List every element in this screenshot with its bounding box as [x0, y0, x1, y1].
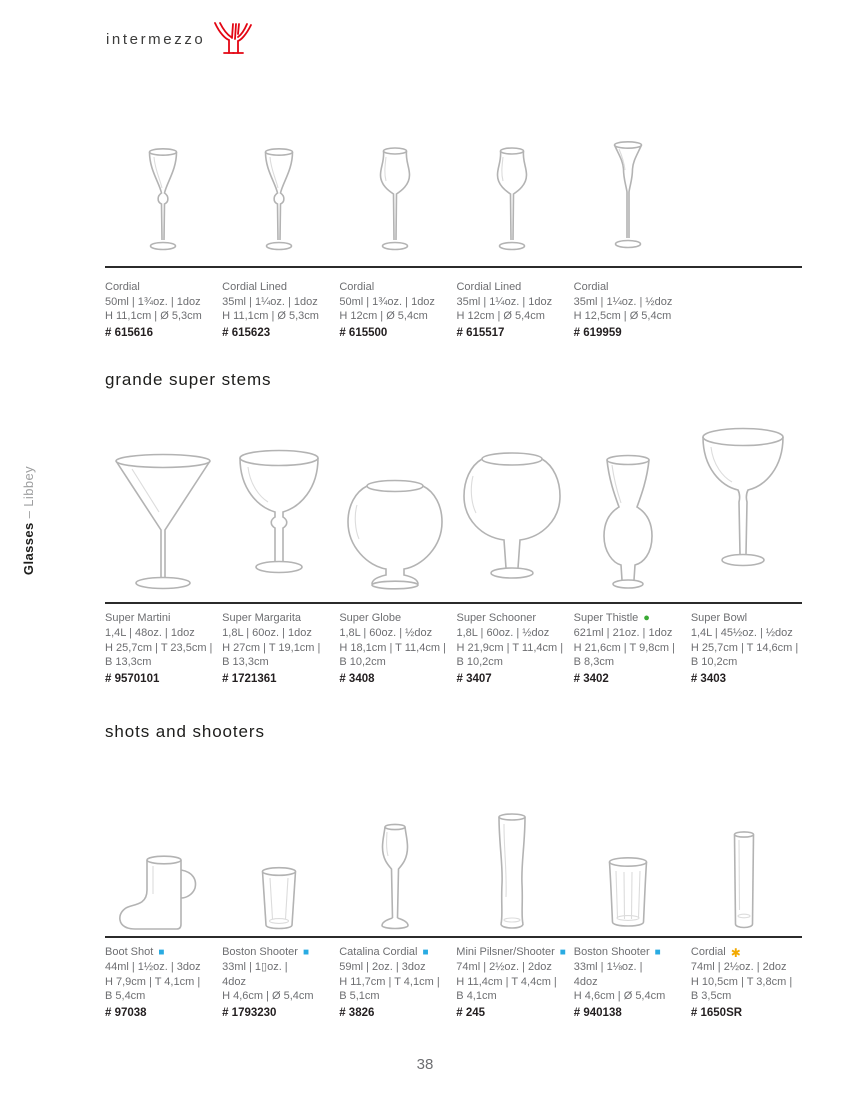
- product-spec: B 4,1cm: [456, 990, 497, 1003]
- product-spec: B 3,5cm: [690, 990, 732, 1003]
- product-spec: H 4,6cm | Ø 5,4cm: [573, 990, 666, 1003]
- product-item-number: # 615623: [222, 326, 271, 339]
- glass-image-super-margarita: [232, 445, 327, 600]
- product-name: Super Schooner: [456, 612, 536, 625]
- blue-square-badge: ■: [302, 946, 309, 958]
- product-item-number: # 97038: [105, 1006, 147, 1019]
- product-spec: H 21,6cm | T 9,8cm |: [573, 641, 675, 654]
- product-name: Boot Shot: [105, 946, 154, 959]
- product-spec: H 12cm | Ø 5,4cm: [339, 310, 428, 323]
- glass-image-cordial-tulip: [596, 140, 660, 266]
- product-spec: H 12,5cm | Ø 5,4cm: [573, 310, 672, 323]
- glass-image-tall-shot: [726, 830, 762, 934]
- product-image: [131, 146, 195, 266]
- glass-image-cordial-bulge: [363, 144, 427, 266]
- product-info-row: [105, 611, 802, 686]
- product-spec: 621ml | 21oz. | 1doz: [573, 626, 673, 639]
- product-image: [480, 144, 544, 266]
- product-spec: H 25,7cm | T 14,6cm |: [690, 641, 799, 654]
- product-image: [596, 140, 660, 266]
- glass-image-cordial-lined: [247, 146, 311, 266]
- product-spec: 1,8L | 60oz. | 1doz: [222, 626, 312, 639]
- product-spec: 4doz: [573, 975, 598, 988]
- product-name: Cordial: [573, 281, 609, 293]
- product-name: Cordial: [690, 946, 726, 959]
- product-image: [345, 475, 445, 600]
- product-name: Cordial: [339, 281, 375, 293]
- product-spec: B 10,2cm: [456, 656, 503, 669]
- product-name: Super Martini: [105, 612, 171, 625]
- sidebar-category: Glasses: [21, 522, 36, 576]
- section-grande-super-stems: [105, 370, 802, 686]
- product-card: [222, 611, 333, 686]
- product-spec: 35ml | 1¼oz. | 1doz: [222, 295, 318, 308]
- product-card: [105, 280, 216, 340]
- product-spec: H 11,1cm | Ø 5,3cm: [222, 310, 319, 323]
- product-item-number: # 619959: [573, 326, 622, 339]
- product-spec: B 8,3cm: [573, 656, 615, 669]
- product-item-number: # 3403: [690, 672, 727, 685]
- product-image: [488, 812, 536, 934]
- product-item-number: # 1793230: [222, 1006, 277, 1019]
- product-card: [456, 280, 567, 340]
- product-spec: B 10,2cm: [690, 656, 738, 669]
- product-card: [339, 611, 450, 686]
- blue-square-badge: ■: [422, 946, 429, 958]
- product-spec: H 10,5cm | T 3,8cm |: [690, 975, 793, 988]
- glass-image-cordial-bulge-lined: [480, 144, 544, 266]
- product-item-number: # 3826: [339, 1006, 375, 1019]
- product-card: [456, 611, 567, 686]
- product-image: [369, 822, 421, 934]
- blue-square-badge: ■: [158, 946, 165, 958]
- product-image: [108, 450, 218, 600]
- product-info-row: [105, 280, 802, 340]
- product-spec: 1,8L | 60oz. | ½doz: [456, 626, 550, 639]
- product-card: [691, 611, 802, 686]
- product-image: [363, 144, 427, 266]
- product-image: [252, 866, 306, 934]
- product-card: [456, 945, 567, 1020]
- product-spec: 35ml | 1¼oz. | ½doz: [573, 295, 673, 308]
- blue-square-badge: ■: [654, 946, 661, 958]
- product-item-number: # 1721361: [222, 672, 277, 685]
- sidebar-category-label: [21, 466, 36, 575]
- product-spec: 44ml | 1½oz. | 3doz: [105, 960, 201, 973]
- product-item-number: # 3408: [339, 672, 375, 685]
- product-card: [222, 280, 333, 340]
- image-row: [105, 140, 802, 268]
- product-item-number: # 3407: [456, 672, 492, 685]
- product-image: [726, 830, 762, 934]
- product-spec: 1,4L | 48oz. | 1doz: [105, 626, 195, 639]
- product-spec: 33ml | 1▯oz. |: [222, 960, 288, 973]
- product-card: [574, 280, 685, 340]
- page-number: 38: [416, 1056, 434, 1073]
- product-name: Boston Shooter: [573, 946, 650, 959]
- glass-image-boot-shot: [117, 854, 209, 934]
- product-spec: B 13,3cm: [222, 656, 269, 669]
- product-spec: 1,4L | 45½oz. | ½doz: [690, 626, 793, 639]
- image-row: [105, 788, 802, 938]
- product-spec: H 7,9cm | T 4,1cm |: [105, 975, 201, 988]
- product-spec: H 11,1cm | Ø 5,3cm: [105, 310, 202, 323]
- product-image: [593, 452, 663, 600]
- product-item-number: # 615517: [456, 326, 505, 339]
- product-image: [232, 445, 327, 600]
- product-image: [599, 856, 657, 934]
- glass-image-super-globe: [345, 475, 445, 600]
- product-image: [117, 854, 209, 934]
- catalog-content: [105, 0, 802, 1020]
- product-item-number: # 1650SR: [690, 1006, 743, 1019]
- product-item-number: # 615616: [105, 326, 153, 339]
- product-spec: H 12cm | Ø 5,4cm: [456, 310, 545, 323]
- product-card: [574, 611, 685, 686]
- product-card: [574, 945, 685, 1020]
- product-card: [339, 280, 450, 340]
- glass-image-boston-shooter: [252, 866, 306, 934]
- glass-image-super-martini: [108, 450, 218, 600]
- green-dot-badge: ●: [643, 612, 650, 625]
- product-spec: 74ml | 2½oz. | 2doz: [456, 960, 552, 973]
- product-spec: B 10,2cm: [339, 656, 386, 669]
- product-name: Cordial Lined: [456, 281, 522, 293]
- product-image: [462, 448, 562, 600]
- product-item-number: # 940138: [573, 1006, 622, 1019]
- product-info-row: [105, 945, 802, 1020]
- product-name: Super Margarita: [222, 612, 302, 625]
- glass-image-boston-shooter-faceted: [599, 856, 657, 934]
- section-title: grande super stems: [105, 370, 272, 390]
- product-image: [247, 146, 311, 266]
- product-spec: H 11,7cm | T 4,1cm |: [339, 975, 440, 988]
- product-name: Catalina Cordial: [339, 946, 418, 959]
- glass-image-super-thistle: [593, 452, 663, 600]
- product-spec: 1,8L | 60oz. | ½doz: [339, 626, 433, 639]
- product-spec: 4doz: [222, 975, 246, 988]
- product-card: [105, 611, 216, 686]
- product-name: Super Thistle: [573, 612, 639, 625]
- section-shots-and-shooters: [105, 722, 802, 1020]
- glass-image-catalina-cordial: [369, 822, 421, 934]
- glass-image-cordial-flared: [131, 146, 195, 266]
- product-name: Super Globe: [339, 612, 402, 625]
- sidebar-brand-suffix: – Libbey: [21, 466, 36, 523]
- product-card: [691, 945, 802, 1020]
- section-cordials: [105, 140, 802, 340]
- glass-image-super-schooner: [462, 448, 562, 600]
- product-spec: 50ml | 1¾oz. | 1doz: [105, 295, 201, 308]
- yellow-star-badge: ✱: [730, 945, 741, 960]
- product-spec: 59ml | 2oz. | 3doz: [339, 960, 426, 973]
- product-name: Mini Pilsner/Shooter: [456, 946, 555, 959]
- product-spec: 50ml | 1¾oz. | 1doz: [339, 295, 435, 308]
- product-spec: 33ml | 1⅛oz. |: [573, 960, 643, 973]
- product-spec: H 11,4cm | T 4,4cm |: [456, 975, 557, 988]
- brand-title: intermezzo: [106, 30, 206, 48]
- product-spec: 74ml | 2½oz. | 2doz: [690, 960, 787, 973]
- product-card: [105, 945, 216, 1020]
- product-spec: 35ml | 1¼oz. | 1doz: [456, 295, 553, 308]
- product-spec: H 25,7cm | T 23,5cm |: [105, 641, 213, 654]
- product-item-number: # 245: [456, 1006, 486, 1019]
- product-name: Cordial Lined: [222, 281, 287, 293]
- product-spec: H 18,1cm | T 11,4cm |: [339, 641, 446, 654]
- product-spec: H 27cm | T 19,1cm |: [222, 641, 321, 654]
- glass-image-mini-pilsner: [488, 812, 536, 934]
- product-item-number: # 615500: [339, 326, 388, 339]
- product-name: Boston Shooter: [222, 946, 298, 959]
- product-card: [222, 945, 333, 1020]
- section-title: shots and shooters: [105, 722, 265, 742]
- glass-image-super-bowl: [696, 422, 791, 600]
- image-row: [105, 406, 802, 604]
- product-name: Super Bowl: [690, 612, 748, 625]
- product-item-number: # 9570101: [105, 672, 160, 685]
- product-image: [696, 422, 791, 600]
- empty-cell: [691, 280, 802, 340]
- product-spec: B 13,3cm: [105, 656, 152, 669]
- product-card: [339, 945, 450, 1020]
- product-spec: H 21,9cm | T 11,4cm |: [456, 641, 564, 654]
- product-spec: B 5,4cm: [105, 990, 146, 1003]
- product-spec: H 4,6cm | Ø 5,4cm: [222, 990, 314, 1003]
- blue-square-badge: ■: [559, 946, 566, 958]
- product-spec: B 5,1cm: [339, 990, 380, 1003]
- product-name: Cordial: [105, 281, 140, 293]
- product-item-number: # 3402: [573, 672, 609, 685]
